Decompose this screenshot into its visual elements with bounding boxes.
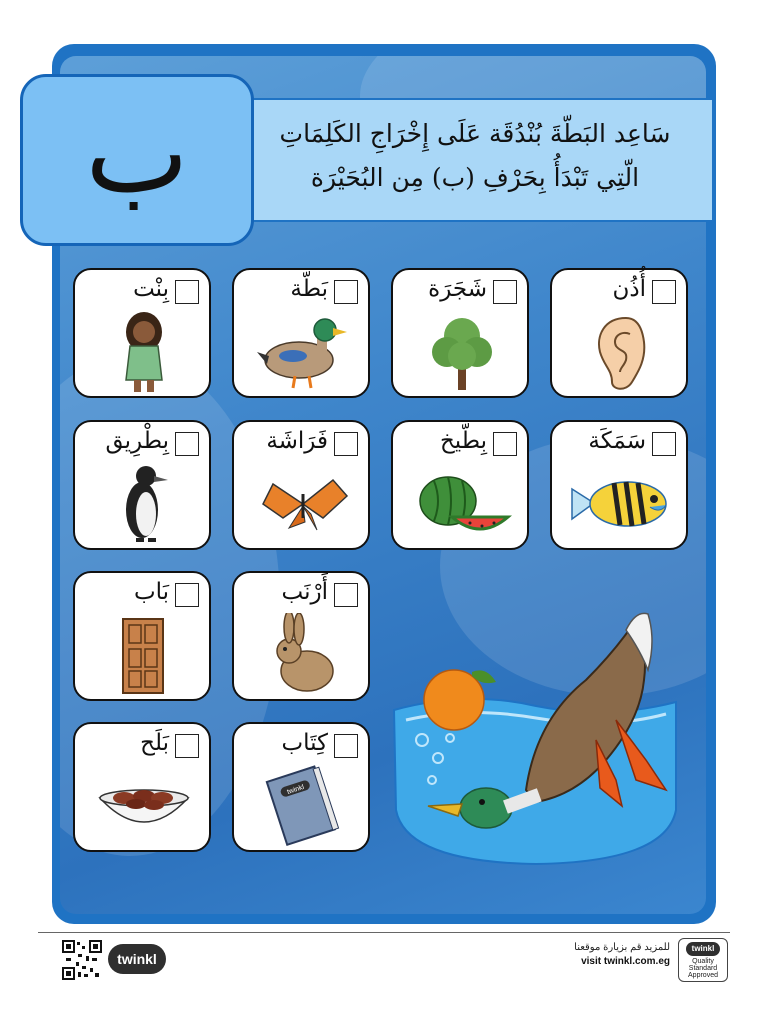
word-card-dates [73,722,211,852]
watermelon-icon [407,462,517,546]
letter-box [20,74,254,246]
twinkl-logo: twinkl [108,944,166,974]
word-card-ear [550,268,688,398]
checkbox[interactable] [652,280,676,304]
lake-scene [386,610,686,870]
card-word: كِتَاب [281,730,328,756]
checkbox[interactable] [652,432,676,456]
door-icon [89,613,199,697]
footer-url[interactable]: visit twinkl.com.eg [581,956,670,967]
checkbox[interactable] [493,280,517,304]
card-word: سَمَكَة [588,428,646,454]
book-icon [248,764,358,848]
word-card-rabbit [232,571,370,701]
word-card-book [232,722,370,852]
badge-logo: twinkl [686,942,720,956]
checkbox[interactable] [334,583,358,607]
word-card-penguin [73,420,211,550]
instruction-line-2: الّتِي تَبْدَأُ بِحَرْفِ (ب) مِن البُحَيْرَة [310,163,640,192]
card-word: أُذُن [612,276,646,302]
checkbox[interactable] [493,432,517,456]
checkbox[interactable] [175,280,199,304]
card-word: فَرَاشَة [266,428,328,454]
card-word: أَرْنَب [281,579,328,605]
word-card-fish [550,420,688,550]
card-word: بَاب [133,579,169,605]
card-word: بَطّة [290,276,328,302]
card-word: بَلَح [140,730,169,756]
word-card-butterfly [232,420,370,550]
card-word: بِنْت [133,276,169,302]
word-card-watermelon [391,420,529,550]
qr-code-icon [62,940,102,980]
footer-text [574,942,670,967]
card-word: بِطّيخ [439,428,487,454]
tree-icon [407,310,517,394]
quality-badge [678,938,728,982]
word-card-tree [391,268,529,398]
word-card-girl [73,268,211,398]
checkbox[interactable] [175,432,199,456]
instruction-banner [238,98,714,222]
card-word: بِطْرِيق [105,428,169,454]
word-card-duck [232,268,370,398]
fish-icon [566,462,676,546]
girl-icon [89,310,199,394]
card-word: شَجَرَة [428,276,487,302]
book-cover-text: twinkl [286,783,306,797]
badge-text: Quality Standard Approved [688,958,718,979]
footer-arabic-note: للمزيد قم بزيارة موقعنا [574,942,670,953]
dates-icon [89,764,199,848]
penguin-icon [89,462,199,546]
target-letter: ب [85,89,189,217]
checkbox[interactable] [334,280,358,304]
duck-icon [248,310,358,394]
checkbox[interactable] [334,734,358,758]
checkbox[interactable] [175,734,199,758]
instruction-line-1: سَاعِد البَطّةَ بُنْدُقَة عَلَى إِخْرَاجِ الكَلِمَاتِ [279,119,671,148]
word-card-door [73,571,211,701]
checkbox[interactable] [175,583,199,607]
rabbit-icon [248,613,358,697]
checkbox[interactable] [334,432,358,456]
ear-icon [566,310,676,394]
footer-divider [38,932,730,933]
butterfly-icon [248,462,358,546]
